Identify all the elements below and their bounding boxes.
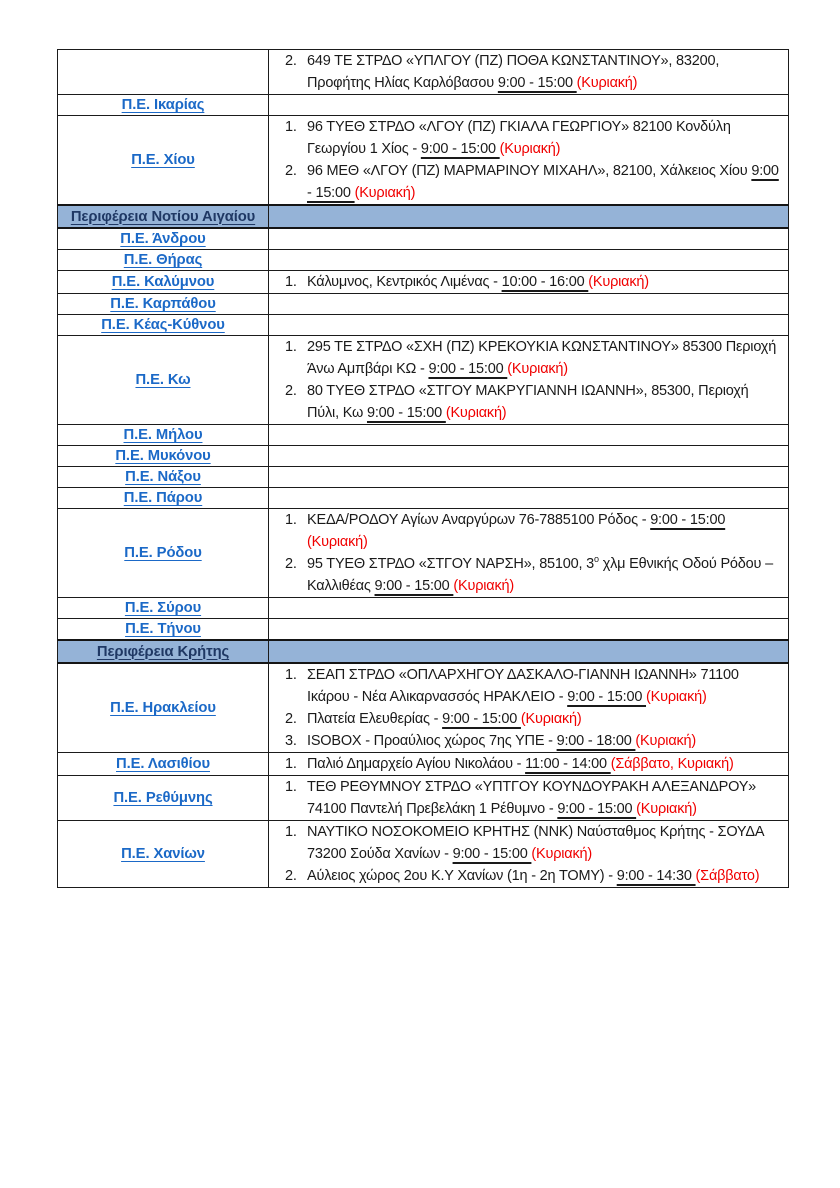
region-row bbox=[58, 315, 789, 336]
region-row bbox=[58, 425, 789, 446]
region-label-cell bbox=[58, 446, 269, 467]
region-row bbox=[58, 294, 789, 315]
item-number: 2. bbox=[285, 163, 297, 179]
region-row bbox=[58, 753, 789, 776]
region-row bbox=[58, 467, 789, 488]
schedule-item bbox=[269, 664, 788, 708]
location-text: 80 ΤΥΕΘ ΣΤΡΔΟ «ΣΤΓΟΥ ΜΑΚΡΥΓΙΑΝΝΗ ΙΩΑΝΝΗ», 85300, Περιοχή Πύλι, Κω bbox=[307, 383, 749, 421]
schedule-cell bbox=[269, 446, 789, 467]
region-row bbox=[58, 336, 789, 425]
time-range: 10:00 - 16:00 bbox=[501, 274, 589, 290]
item-text bbox=[307, 753, 788, 775]
region-label-cell bbox=[58, 467, 269, 488]
day-note: (Κυριακή) bbox=[520, 711, 582, 727]
region-label-link[interactable]: Π.Ε. Χίου bbox=[131, 152, 195, 168]
region-label-cell bbox=[58, 619, 269, 641]
location-text: ΝΑΥΤΙΚΟ ΝΟΣΟΚΟΜΕΙΟ ΚΡΗΤΗΣ (ΝΝΚ) Ναύσταθμος Κρήτης - ΣΟΥΔΑ 73200 Σούδα Χανίων - bbox=[307, 824, 764, 862]
time-range: 9:00 - 15:00 bbox=[567, 689, 647, 705]
location-text: ο bbox=[594, 554, 599, 565]
day-note: (Σάββατο, Κυριακή) bbox=[610, 756, 734, 772]
region-header-title[interactable]: Περιφέρεια Κρήτης bbox=[96, 643, 230, 660]
day-note: (Κυριακή) bbox=[636, 801, 697, 817]
region-label-link[interactable]: Π.Ε. Καρπάθου bbox=[110, 296, 216, 312]
item-text bbox=[307, 708, 788, 730]
item-text bbox=[307, 730, 788, 752]
schedule-cell bbox=[269, 663, 789, 753]
region-row bbox=[58, 116, 789, 206]
location-text: 96 ΤΥΕΘ ΣΤΡΔΟ «ΛΓΟΥ (ΠΖ) ΓΚΙΑΛΑ ΓΕΩΡΓΙΟΥ» 82100 Κονδύλη Γεωργίου 1 Χίος - bbox=[307, 119, 731, 157]
time-range: 9:00 - 15:00 bbox=[374, 578, 454, 594]
location-text: ISOBOX - Προαύλιος χώρος 7ης ΥΠΕ - bbox=[307, 733, 557, 749]
schedule-item bbox=[269, 730, 788, 752]
time-range: 9:00 - 15:00 bbox=[650, 512, 726, 528]
item-text bbox=[307, 336, 788, 380]
region-header-cell bbox=[58, 205, 269, 228]
region-label-cell bbox=[58, 250, 269, 271]
region-label-cell bbox=[58, 509, 269, 598]
item-number: 2. bbox=[285, 868, 297, 884]
item-number: 1. bbox=[285, 779, 297, 795]
region-label-cell bbox=[58, 776, 269, 821]
region-label-cell bbox=[58, 228, 269, 250]
region-header-row bbox=[58, 205, 789, 228]
schedule-cell bbox=[269, 821, 789, 888]
region-row bbox=[58, 250, 789, 271]
time-range: 9:00 - 15:00 bbox=[557, 801, 637, 817]
schedule-cell bbox=[269, 753, 789, 776]
location-text: 295 ΤΕ ΣΤΡΔΟ «ΣΧΗ (ΠΖ) ΚΡΕΚΟΥΚΙΑ ΚΩΝΣΤΑΝΤΙΝΟΥ» 85300 Περιοχή Άνω Αμπβάρι ΚΩ - bbox=[307, 339, 777, 377]
time-range: 11:00 - 14:00 bbox=[525, 756, 611, 772]
day-note: (Κυριακή) bbox=[445, 405, 507, 421]
region-label-link[interactable]: Π.Ε. Ρόδου bbox=[124, 545, 202, 561]
time-range: 9:00 - 15:00 bbox=[428, 361, 508, 377]
time-range: 9:00 - 15:00 bbox=[420, 141, 500, 157]
region-label-cell bbox=[58, 95, 269, 116]
location-text: χλμ Εθνικής Οδού Ρόδου – Καλλιθέας bbox=[307, 556, 773, 594]
region-label-cell bbox=[58, 598, 269, 619]
item-text bbox=[307, 776, 788, 820]
schedule-cell bbox=[269, 776, 789, 821]
region-row bbox=[58, 776, 789, 821]
region-row bbox=[58, 446, 789, 467]
region-label-link[interactable]: Π.Ε. Ικαρίας bbox=[121, 97, 205, 113]
time-range: 9:00 - 15:00 bbox=[452, 846, 532, 862]
schedule-item bbox=[269, 865, 788, 887]
region-label-link[interactable]: Π.Ε. Χανίων bbox=[121, 846, 205, 862]
region-label-link[interactable]: Π.Ε. Πάρου bbox=[123, 490, 203, 506]
item-text bbox=[307, 160, 788, 204]
location-text: ΣΕΑΠ ΣΤΡΔΟ «ΟΠΛΑΡΧΗΓΟΥ ΔΑΣΚΑΛΟ-ΓΙΑΝΝΗ ΙΩΑΝΝΗ» 71100 Ικάρου - Νέα Αλικαρνασσός ΗΡΑΚΛΕΙΟ - bbox=[307, 667, 739, 705]
schedule-cell bbox=[269, 271, 789, 294]
region-label-link[interactable]: Π.Ε. Κω bbox=[135, 372, 191, 388]
location-text: Παλιό Δημαρχείο Αγίου Νικολάου - bbox=[307, 756, 526, 772]
region-row bbox=[58, 663, 789, 753]
region-row bbox=[58, 598, 789, 619]
schedule-item bbox=[269, 271, 788, 293]
item-text bbox=[307, 509, 788, 553]
region-label-link[interactable]: Π.Ε. Καλύμνου bbox=[111, 274, 215, 290]
region-header-title[interactable]: Περιφέρεια Νοτίου Αιγαίου bbox=[70, 208, 256, 225]
region-label-cell bbox=[58, 663, 269, 753]
time-range: 9:00 - 15:00 bbox=[442, 711, 521, 727]
item-number: 1. bbox=[285, 512, 297, 528]
schedule-cell bbox=[269, 619, 789, 641]
schedule-cell bbox=[269, 315, 789, 336]
item-text bbox=[307, 821, 788, 865]
region-row bbox=[58, 228, 789, 250]
day-note: (Κυριακή) bbox=[531, 846, 593, 862]
day-note: (Κυριακή) bbox=[588, 274, 649, 290]
region-label-cell bbox=[58, 294, 269, 315]
region-label-cell bbox=[58, 425, 269, 446]
day-note: (Κυριακή) bbox=[646, 689, 707, 705]
item-text bbox=[307, 865, 788, 887]
region-label-link[interactable]: Π.Ε. Άνδρου bbox=[120, 231, 206, 247]
region-label-cell bbox=[58, 271, 269, 294]
region-label-link[interactable]: Π.Ε. Κέας-Κύθνου bbox=[101, 317, 225, 333]
day-note: (Κυριακή) bbox=[507, 361, 568, 377]
time-range: 9:00 - 15:00 bbox=[497, 75, 577, 91]
region-row bbox=[58, 821, 789, 888]
item-number: 2. bbox=[285, 556, 297, 572]
time-range: 9:00 - 15:00 bbox=[307, 163, 779, 201]
region-header-cell bbox=[58, 640, 269, 663]
schedule-item bbox=[269, 380, 788, 424]
region-label-link[interactable]: Π.Ε. Τήνου bbox=[125, 621, 201, 637]
item-number: 2. bbox=[285, 383, 297, 399]
region-header-filler bbox=[269, 205, 789, 228]
schedule-item bbox=[269, 776, 788, 820]
schedule-cell bbox=[269, 228, 789, 250]
location-text: Αύλειος χώρος 2ου Κ.Υ Χανίων (1η - 2η ΤΟΜΥ) - bbox=[307, 868, 617, 884]
region-row bbox=[58, 619, 789, 641]
day-note: (Κυριακή) bbox=[635, 733, 697, 749]
item-number: 1. bbox=[285, 756, 297, 772]
item-number: 1. bbox=[285, 824, 297, 840]
region-label-cell bbox=[58, 336, 269, 425]
region-header-row bbox=[58, 640, 789, 663]
schedule-item bbox=[269, 821, 788, 865]
schedule-item bbox=[269, 553, 788, 597]
region-row bbox=[58, 271, 789, 294]
item-number: 1. bbox=[285, 274, 297, 290]
schedule-cell bbox=[269, 488, 789, 509]
schedule-cell bbox=[269, 509, 789, 598]
item-number: 1. bbox=[285, 339, 297, 355]
item-text bbox=[307, 664, 788, 708]
region-row bbox=[58, 509, 789, 598]
region-label-link[interactable]: Π.Ε. Ηρακλείου bbox=[110, 700, 216, 716]
time-range: 9:00 - 18:00 bbox=[556, 733, 636, 749]
schedule-cell bbox=[269, 50, 789, 95]
schedule-cell bbox=[269, 116, 789, 206]
item-number: 1. bbox=[285, 667, 297, 683]
region-label-link[interactable]: Π.Ε. Νάξου bbox=[125, 469, 201, 485]
schedule-item bbox=[269, 708, 788, 730]
region-label-link[interactable]: Π.Ε. Λασιθίου bbox=[116, 756, 210, 772]
region-label-cell bbox=[58, 821, 269, 888]
item-number: 2. bbox=[285, 711, 297, 727]
day-note: (Κυριακή) bbox=[453, 578, 514, 594]
region-label-cell bbox=[58, 488, 269, 509]
schedule-cell bbox=[269, 598, 789, 619]
table-body bbox=[58, 50, 789, 888]
item-number: 3. bbox=[285, 733, 297, 749]
region-label-link[interactable]: Π.Ε. Θήρας bbox=[123, 252, 203, 268]
location-text: ΚΕΔΑ/ΡΟΔΟΥ Αγίων Αναργύρων 76-7885100 Ρόδος - bbox=[307, 512, 651, 528]
schedule-cell bbox=[269, 467, 789, 488]
vaccination-points-table bbox=[57, 49, 789, 888]
region-label-link[interactable]: Π.Ε. Μήλου bbox=[123, 427, 203, 443]
region-label-cell bbox=[58, 116, 269, 206]
item-number: 1. bbox=[285, 119, 297, 135]
region-row bbox=[58, 50, 789, 95]
schedule-item bbox=[269, 50, 788, 94]
location-text: ΤΕΘ ΡΕΘΥΜΝΟΥ ΣΤΡΔΟ «ΥΠΤΓΟΥ ΚΟΥΝΔΟΥΡΑΚΗ ΑΛΕΞΑΝΔΡΟΥ» 74100 Παντελή Πρεβελάκη 1 Ρέθυμνο - bbox=[307, 779, 757, 817]
region-header-filler bbox=[269, 640, 789, 663]
day-note: (Κυριακή) bbox=[307, 534, 368, 550]
item-text bbox=[307, 50, 788, 94]
region-row bbox=[58, 95, 789, 116]
region-label-link[interactable]: Π.Ε. Ρεθύμνης bbox=[113, 790, 213, 806]
schedule-cell bbox=[269, 294, 789, 315]
region-label-link[interactable]: Π.Ε. Μυκόνου bbox=[115, 448, 211, 464]
region-label-cell bbox=[58, 753, 269, 776]
location-text: 95 ΤΥΕΘ ΣΤΡΔΟ «ΣΤΓΟΥ ΝΑΡΣΗ», 85100, 3 bbox=[307, 556, 595, 572]
location-text: 96 ΜΕΘ «ΛΓΟΥ (ΠΖ) ΜΑΡΜΑΡΙΝΟΥ ΜΙΧΑΗΛ», 82100, Χάλκειος Χίου bbox=[307, 163, 752, 179]
item-text bbox=[307, 116, 788, 160]
item-text bbox=[307, 380, 788, 424]
day-note: (Σάββατο) bbox=[695, 868, 760, 884]
region-label-link[interactable]: Π.Ε. Σύρου bbox=[124, 600, 202, 616]
region-row bbox=[58, 488, 789, 509]
item-text bbox=[307, 553, 788, 597]
schedule-item bbox=[269, 160, 788, 204]
region-label-cell bbox=[58, 315, 269, 336]
region-label-cell bbox=[58, 50, 269, 95]
schedule-cell bbox=[269, 425, 789, 446]
item-text bbox=[307, 271, 788, 293]
day-note: (Κυριακή) bbox=[499, 141, 561, 157]
schedule-item bbox=[269, 509, 788, 553]
location-text: Πλατεία Ελευθερίας - bbox=[307, 711, 443, 727]
schedule-item bbox=[269, 336, 788, 380]
time-range: 9:00 - 15:00 bbox=[366, 405, 446, 421]
day-note: (Κυριακή) bbox=[354, 185, 416, 201]
schedule-cell bbox=[269, 95, 789, 116]
schedule-cell bbox=[269, 336, 789, 425]
schedule-cell bbox=[269, 250, 789, 271]
location-text: Κάλυμνος, Κεντρικός Λιμένας - bbox=[307, 274, 502, 290]
item-number: 2. bbox=[285, 53, 297, 69]
schedule-item bbox=[269, 753, 788, 775]
time-range: 9:00 - 14:30 bbox=[616, 868, 696, 884]
day-note: (Κυριακή) bbox=[576, 75, 638, 91]
location-text: 649 ΤΕ ΣΤΡΔΟ «ΥΠΛΓΟΥ (ΠΖ) ΠΟΘΑ ΚΩΝΣΤΑΝΤΙΝΟΥ», 83200, Προφήτης Ηλίας Καρλόβασου bbox=[307, 53, 720, 91]
schedule-item bbox=[269, 116, 788, 160]
